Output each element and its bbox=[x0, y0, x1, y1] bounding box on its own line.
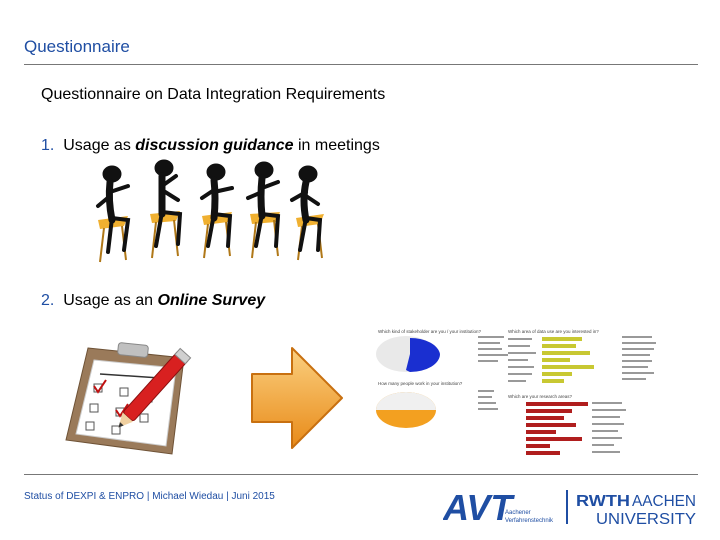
survey-question-2: How many people work in your institution? bbox=[378, 381, 463, 386]
survey-screenshots bbox=[350, 328, 704, 462]
clipboard-icon bbox=[60, 330, 200, 458]
avt-logo bbox=[443, 488, 559, 528]
list-item-number: 1. bbox=[41, 137, 55, 154]
slide-heading: Questionnaire on Data Integration Requirements bbox=[41, 86, 386, 103]
avt-logo-line1: Aachener bbox=[505, 510, 531, 516]
survey-question-1: Which kind of stakeholder are you / your institution? bbox=[378, 329, 482, 334]
survey-question-3: Which area of data use are you interested in? bbox=[508, 329, 599, 334]
meeting-illustration bbox=[90, 158, 330, 270]
list-item-prefix: Usage as bbox=[63, 137, 136, 154]
slide-title: Questionnaire bbox=[24, 37, 130, 56]
title-divider bbox=[24, 64, 698, 65]
list-item-number: 2. bbox=[41, 292, 55, 309]
list-item-emphasis: discussion guidance bbox=[135, 137, 294, 154]
footer-divider bbox=[24, 474, 698, 475]
rwth-logo-bold: RWTH bbox=[576, 493, 630, 510]
footer-text: Status of DEXPI & ENPRO | Michael Wiedau | Juni 2015 bbox=[24, 491, 275, 502]
avt-logo-mark: AVT bbox=[443, 488, 513, 528]
list-item-prefix: Usage as an bbox=[63, 292, 158, 309]
list-item-discussion bbox=[41, 137, 380, 155]
survey-question-4: Which are your research areas? bbox=[508, 394, 573, 399]
rwth-logo bbox=[566, 488, 700, 528]
list-item-suffix: in meetings bbox=[293, 137, 380, 154]
rwth-logo-rest: AACHEN bbox=[632, 493, 696, 510]
rwth-logo-line2: UNIVERSITY bbox=[596, 511, 697, 528]
arrow-right-icon bbox=[248, 344, 346, 452]
avt-logo-line2: Verfahrenstechnik bbox=[505, 518, 554, 524]
list-item-survey bbox=[41, 292, 265, 310]
list-item-emphasis: Online Survey bbox=[157, 292, 266, 309]
